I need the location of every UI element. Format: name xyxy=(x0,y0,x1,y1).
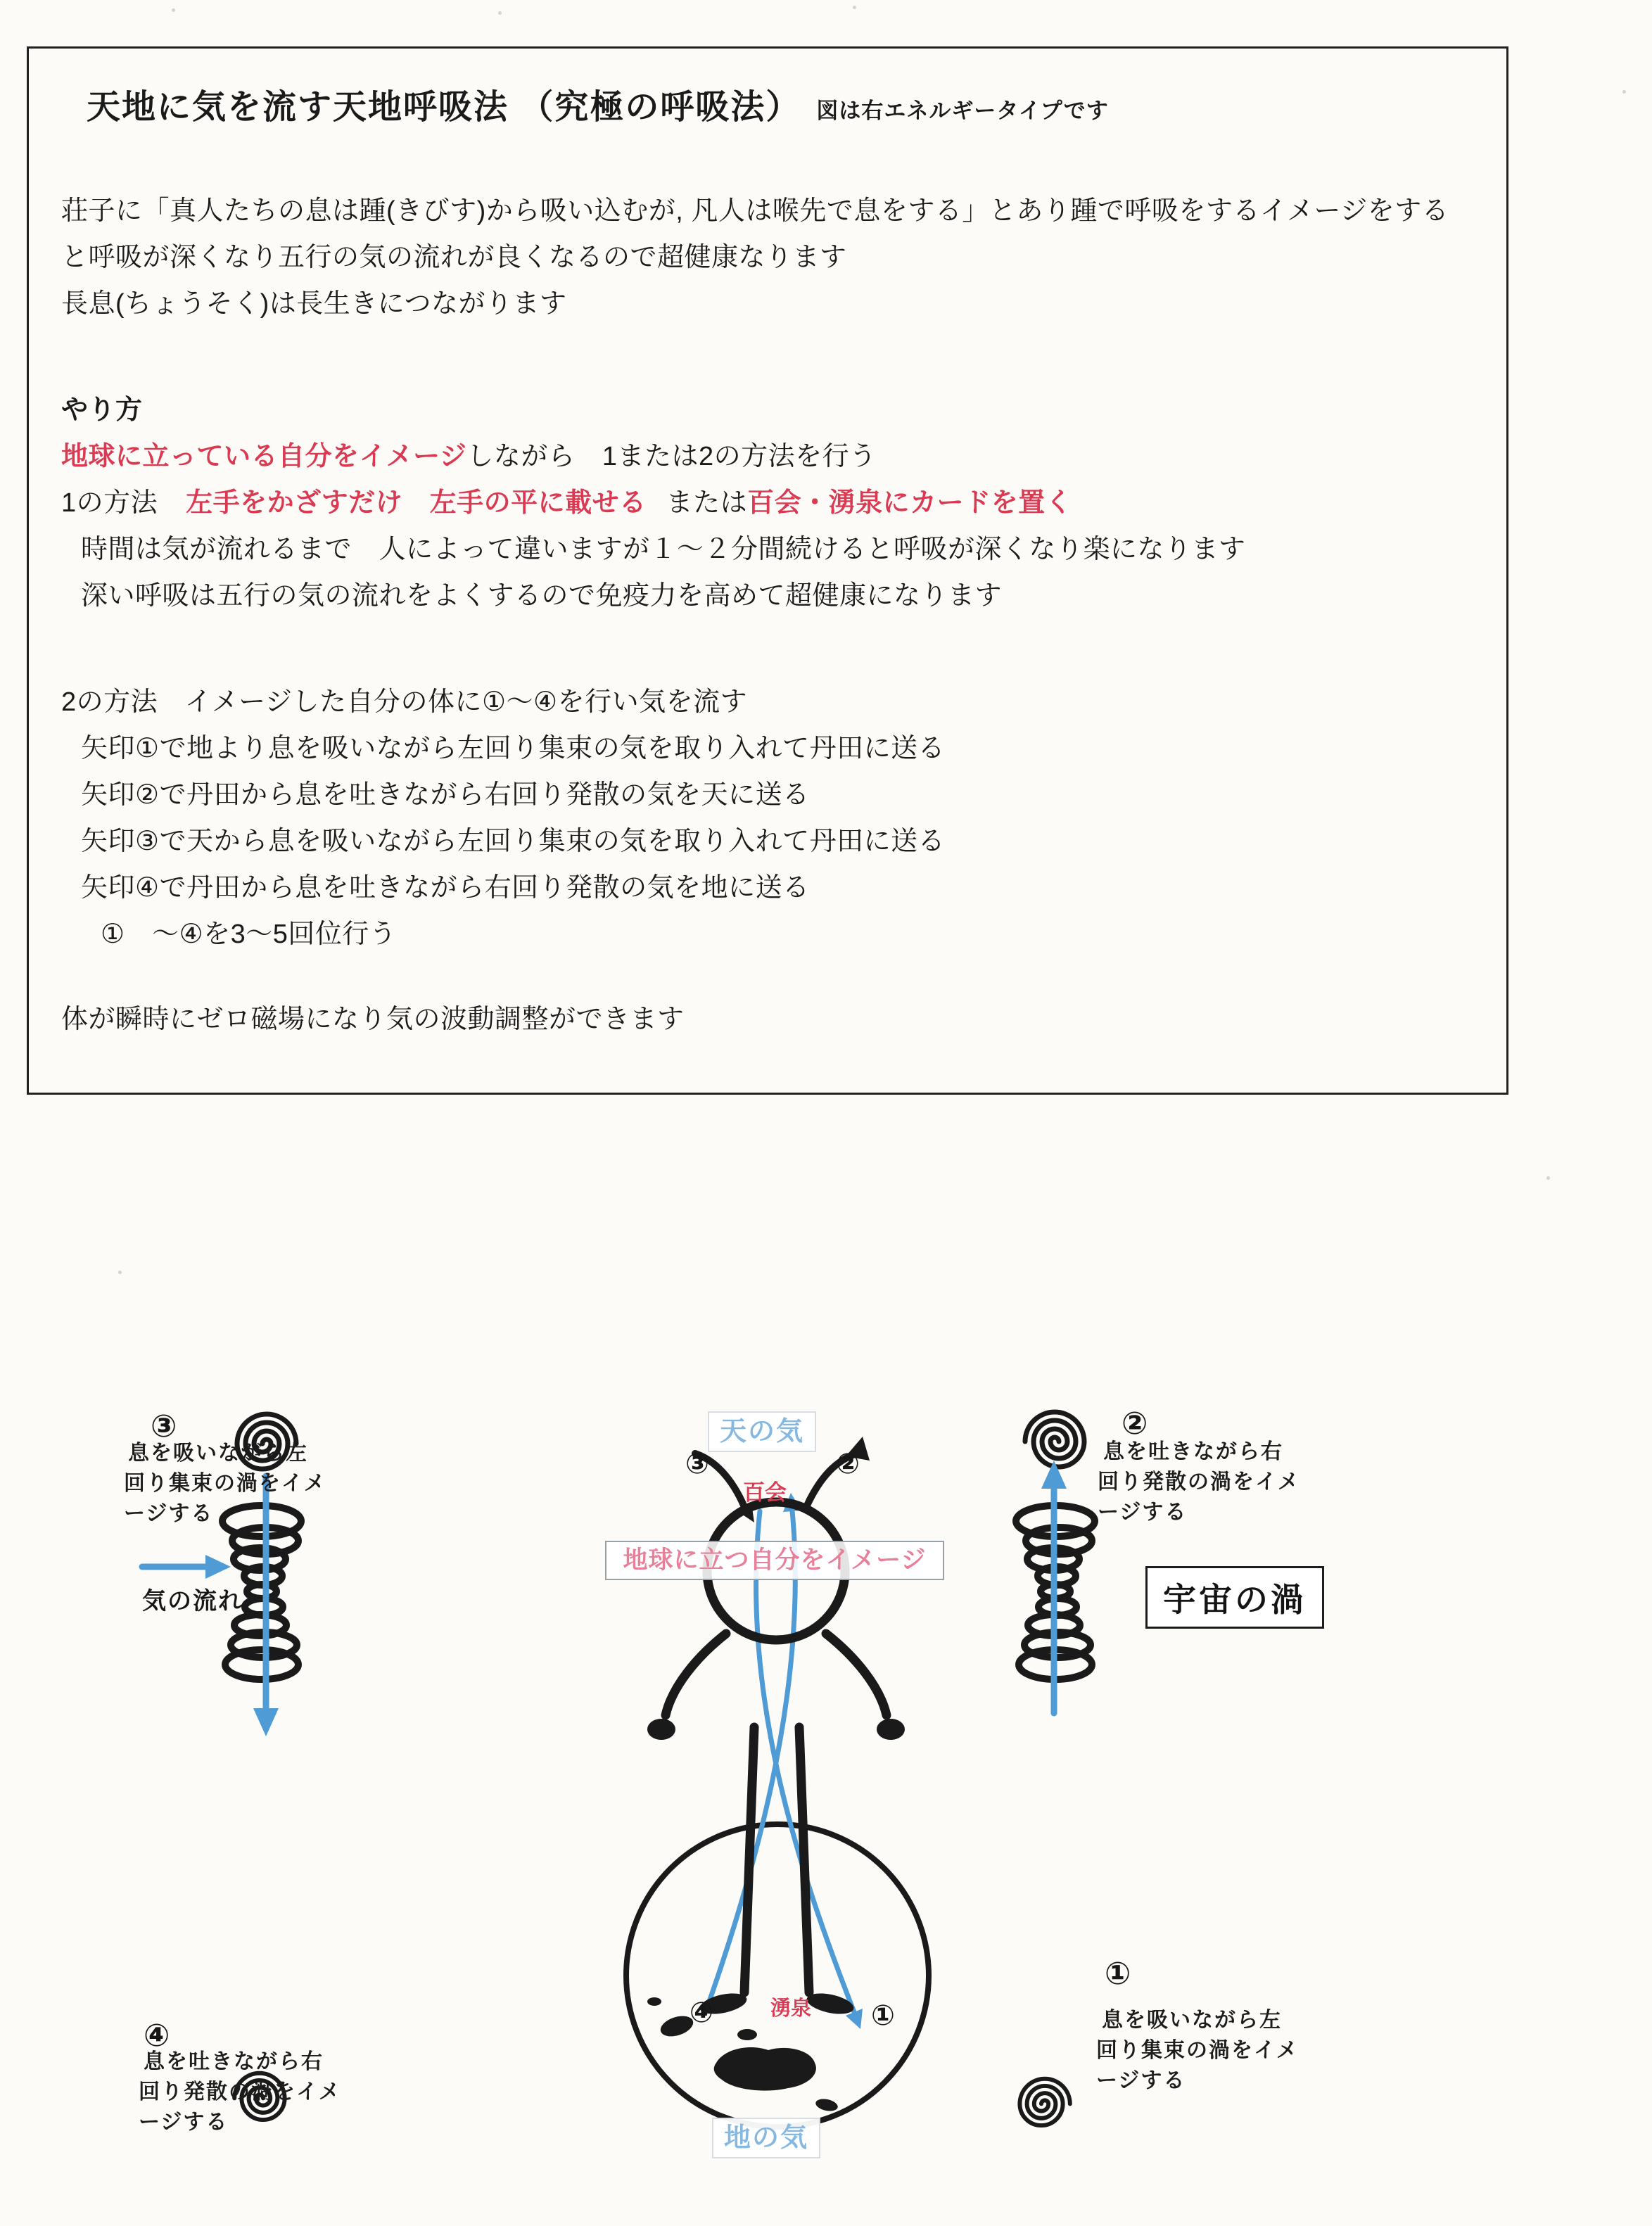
document-title xyxy=(87,80,1480,128)
spiral-right-turn-top-right-icon xyxy=(1025,1412,1084,1467)
breathing-diagram xyxy=(0,1393,1652,2226)
scan-speck xyxy=(172,8,175,12)
annotation-1-line-2: 回り集束の渦をイメ xyxy=(1096,2039,1299,2062)
annotation-3-line-1: 息を吸いながら左 xyxy=(128,1442,308,1465)
closing-line: 体が瞬時にゼロ磁場になり気の波動調整ができます xyxy=(61,1005,685,1034)
method2-step-2: 矢印②で丹田から息を吐きながら右回り発散の気を天に送る xyxy=(81,780,810,810)
title-note: 図は右エネルギータイプです xyxy=(816,98,1109,123)
imagine-red-text: 地球に立っている自分をイメージ xyxy=(61,442,467,471)
number-4-foot: ④ xyxy=(690,1997,713,2028)
annotation-4-line-3: ージする xyxy=(139,2111,229,2134)
scan-speck xyxy=(498,11,502,15)
number-3-head: ③ xyxy=(685,1449,709,1480)
howto-heading: やり方 xyxy=(61,395,143,425)
annotation-2-line-2: 回り発散の渦をイメ xyxy=(1098,1470,1300,1494)
scan-speck xyxy=(853,6,856,9)
method2-step-1: 矢印①で地より息を吸いながら左回り集束の気を取り入れて丹田に送る xyxy=(81,734,946,763)
imagine-line xyxy=(61,433,1480,480)
method1-note-2: 深い呼吸は五行の気の流れをよくするので免疫力を高めて超健康になります xyxy=(81,581,1003,611)
number-1-corner: ① xyxy=(1105,1957,1131,1991)
method1-red-2: 百会・湧泉にカードを置く xyxy=(747,488,1073,518)
scan-speck xyxy=(1622,90,1626,94)
cosmos-vortex-label: 宇宙の渦 xyxy=(1145,1566,1324,1629)
method2-step-3: 矢印③で天から息を吸いながら左回り集束の気を取り入れて丹田に送る xyxy=(81,827,946,856)
scan-speck xyxy=(1546,1176,1550,1180)
number-1-foot: ① xyxy=(871,2000,895,2031)
spiral-left-turn-bottom-right-icon xyxy=(1019,2079,1069,2125)
annotation-2-line-3: ージする xyxy=(1098,1501,1188,1524)
flow-arrow-icon xyxy=(142,1555,231,1579)
scan-speck xyxy=(118,1271,122,1274)
annotation-1-line-3: ージする xyxy=(1096,2069,1186,2092)
intro-line-1: 荘子に「真人たちの息は踵(きびす)から吸い込むが, 凡人は喉先で息をする」とあり踵で呼吸をするイメージをする xyxy=(61,196,1449,226)
annotation-4-line-1: 息を吐きながら右 xyxy=(144,2050,324,2073)
annotation-3-line-2: 回り集束の渦をイメ xyxy=(124,1472,326,1495)
method1-label: 1の方法 xyxy=(61,488,158,518)
intro-line-2: と呼吸が深くなり五行の気の流れが良くなるので超健康なります xyxy=(61,243,847,272)
method2-label: 2の方法 イメージした自分の体に①～④を行い気を流す xyxy=(61,687,748,717)
heaven-ki-label: 天の気 xyxy=(708,1411,816,1452)
method2-repeat: ① ～④を3～5回位行う xyxy=(101,920,397,949)
annotation-2-line-1: 息を吐きながら右 xyxy=(1103,1440,1283,1463)
earth-ki-label: 地の気 xyxy=(712,2118,820,2158)
title-text: 天地に気を流す天地呼吸法 （究極の呼吸法） xyxy=(87,89,801,126)
ki-flow-label: 気の流れ xyxy=(142,1588,243,1615)
method1-note-1: 時間は気が流れるまで 人によって違いますが１～２分間続けると呼吸が深くなり楽になります xyxy=(81,535,1246,564)
howto-section xyxy=(61,387,1480,619)
method1-line xyxy=(61,480,1480,526)
method2-step-4: 矢印④で丹田から息を吐きながら右回り発散の気を地に送る xyxy=(81,873,810,903)
number-2-corner: ② xyxy=(1122,1406,1148,1441)
method2-section xyxy=(61,679,1480,958)
earth-globe-drawing xyxy=(626,1824,929,2127)
annotation-3-line-3: ージする xyxy=(124,1502,214,1525)
imagine-black-text: しながら 1または2の方法を行う xyxy=(466,442,877,471)
number-2-head: ② xyxy=(836,1449,860,1480)
method1-or: または xyxy=(666,488,748,518)
instruction-box xyxy=(27,46,1508,1095)
intro-paragraph xyxy=(61,188,1480,327)
annotation-1-line-1: 息を吸いながら左 xyxy=(1102,2009,1282,2032)
method1-red-1: 左手をかざすだけ 左手の平に載せる xyxy=(186,488,647,518)
down-arrow-left-icon xyxy=(253,1476,279,1736)
annotation-4-line-2: 回り発散の渦をイメ xyxy=(139,2080,341,2104)
yusen-point-label: 湧泉 xyxy=(770,1997,812,2020)
hyakue-point-label: 百会 xyxy=(743,1480,787,1505)
number-3-corner: ③ xyxy=(151,1409,177,1444)
intro-line-3: 長息(ちょうそく)は長生きにつながります xyxy=(61,289,567,319)
number-4-corner: ④ xyxy=(144,2018,170,2053)
figure-caption-label: 地球に立つ自分をイメージ xyxy=(605,1541,944,1580)
